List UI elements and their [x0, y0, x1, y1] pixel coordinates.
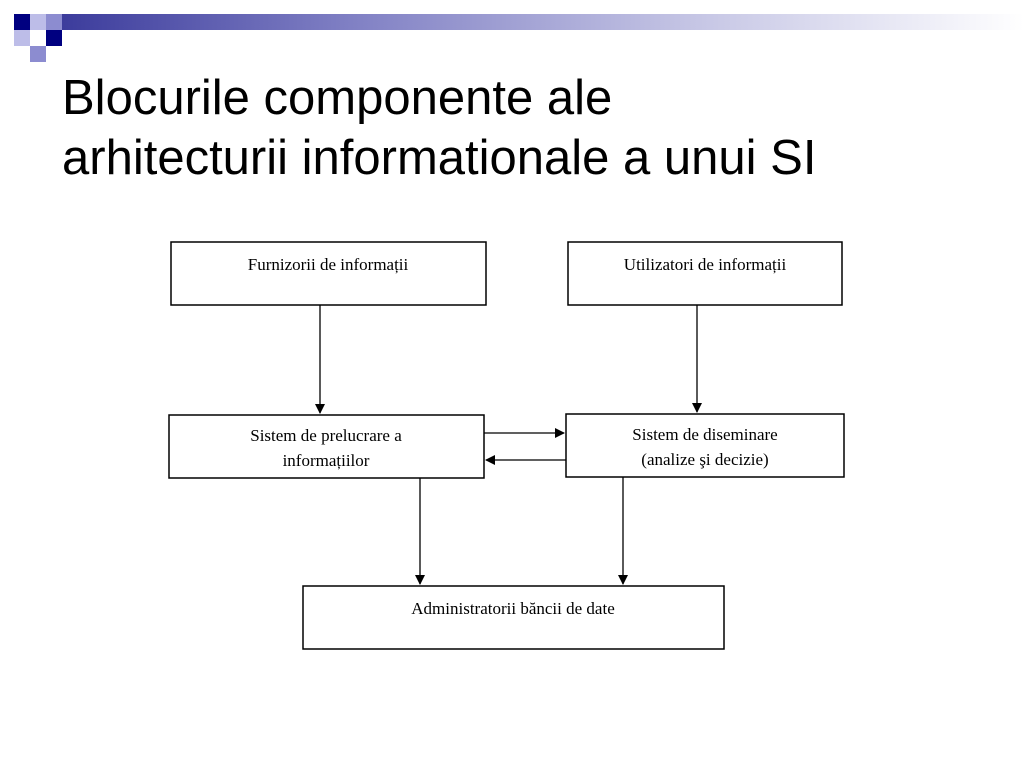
node-diseminare [566, 414, 844, 477]
node-diseminare-label-line-2: (analize şi decizie) [641, 450, 769, 469]
node-prelucrare-label-line-1: Sistem de prelucrare a [250, 426, 402, 445]
node-prelucrare [169, 415, 484, 478]
node-furnizori [171, 242, 486, 305]
node-furnizori-label: Furnizorii de informații [247, 255, 409, 274]
node-diseminare-label-line-1: Sistem de diseminare [632, 425, 778, 444]
node-prelucrare-label-line-2: informațiilor [282, 451, 370, 470]
slide-title-line-2: arhitecturii informationale a unui SI [62, 131, 817, 185]
node-administratori [303, 586, 724, 649]
node-utilizatori [568, 242, 842, 305]
slide-title-line-1: Blocurile componente ale [62, 71, 613, 125]
node-utilizatori-label: Utilizatori de informații [623, 255, 787, 274]
node-administratori-label: Administratorii băncii de date [411, 599, 615, 618]
